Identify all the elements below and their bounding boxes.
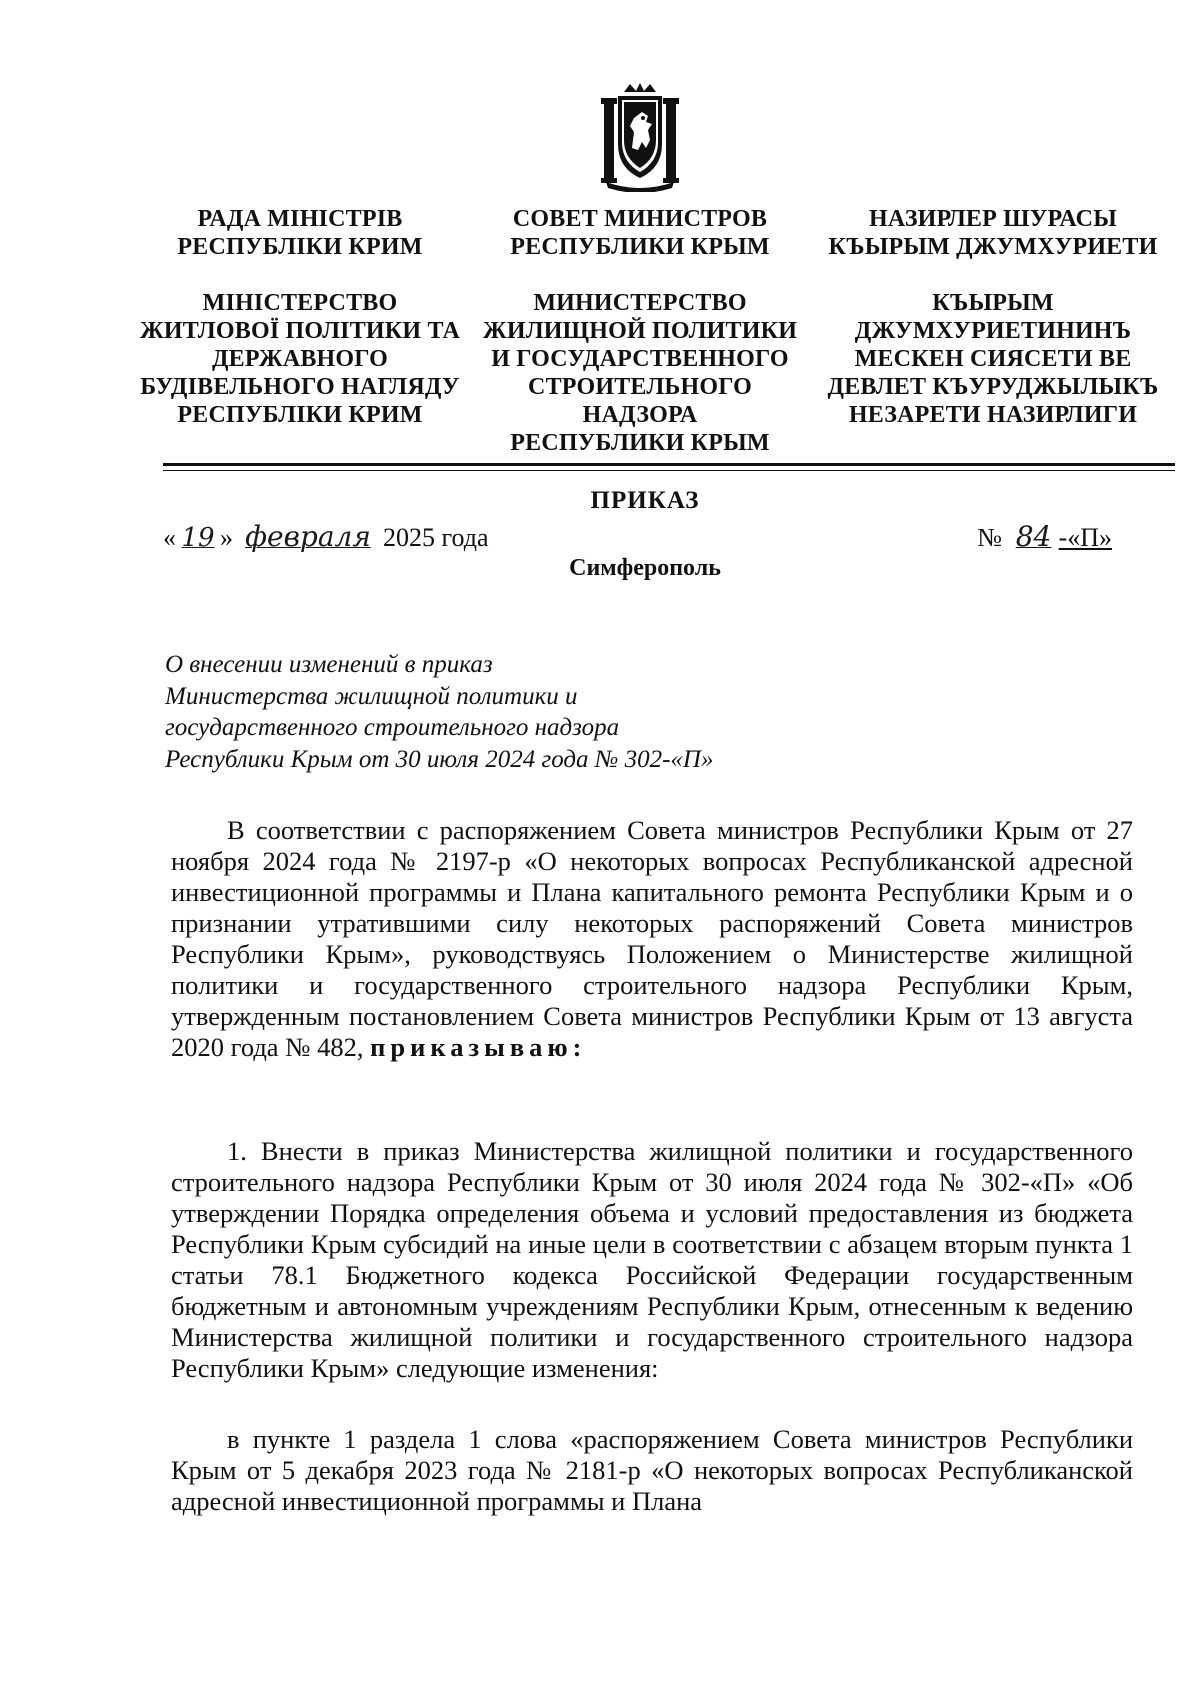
header-russian-column bbox=[470, 205, 810, 457]
header-divider-thick bbox=[163, 463, 1175, 466]
document-subject: О внесении изменений в приказ Министерства жилищной политики и государственного строительного надзора Республики Крым от 30 июля 2024 года № 302-«П» bbox=[165, 651, 714, 773]
document-type-title: ПРИКАЗ bbox=[590, 487, 700, 514]
header-ukrainian-column bbox=[130, 205, 470, 429]
handwritten-number: 84 bbox=[1015, 520, 1052, 553]
ministry-name-ct: КЪЫРЫМ ДЖУМХУРИЕТИНИНЪ МЕСКЕН СИЯСЕТИ ВЕ ДЕВЛЕТ КЪУРУДЖЫЛЫКЪ НЕЗАРЕТИ НАЗИРЛИГИ bbox=[827, 290, 1159, 428]
council-name-uk: РАДА МІНІСТРІВ РЕСПУБЛІКИ КРИМ bbox=[177, 206, 423, 260]
document-city: Симферополь bbox=[569, 555, 721, 581]
handwritten-day: 19 bbox=[181, 523, 215, 553]
preamble-paragraph: В соответствии с распоряжением Совета министров Республики Крым от 27 ноября 2024 года № 2197-р «О некоторых вопросах Республиканской адресной инвестиционной программы и Плана капитального ремонта Республики Крым и о признании утратившими силу некоторых распоряжений Совета министров Республики Крым», руководствуясь Положением о Министерстве жилищной политики и государственного строительного надзора Республики Крым, утвержденным постановлением Совета министров Республики Крым от 13 августа 2020 года № 482, приказываю: bbox=[171, 815, 1133, 1062]
header-crimean-tatar-column bbox=[818, 205, 1168, 429]
ministry-name-ru: МИНИСТЕРСТВО ЖИЛИЩНОЙ ПОЛИТИКИ И ГОСУДАРСТВЕННОГО СТРОИТЕЛЬНОГО НАДЗОРА РЕСПУБЛИКИ КРЫМ bbox=[482, 290, 798, 456]
header-divider-thin bbox=[163, 470, 1175, 471]
amendment-paragraph: в пункте 1 раздела 1 слова «распоряжением Совета министров Республики Крым от 5 декабря 2023 года № 2181-р «О некоторых вопросах Республиканской адресной инвестиционной программы и Плана bbox=[171, 1424, 1133, 1516]
order-word: приказываю: bbox=[370, 1032, 587, 1062]
document-date: « 19 » февраля 2025 года bbox=[163, 520, 489, 553]
order-item-1-paragraph: 1. Внести в приказ Министерства жилищной политики и государственного строительного надзора Республики Крым от 30 июля 2024 года № 302-«П» «Об утверждении Порядка определения объема и условий предоставления из бюджета Республики Крым субсидий на иные цели в соответствии с абзацем вторым пункта 1 статьи 78.1 Бюджетного кодекса Российской Федерации государственным бюджетным и автономным учреждениям Республики Крым, отнесенным к ведению Министерства жилищной политики и государственного строительного надзора Республики Крым» следующие изменения: bbox=[171, 1136, 1133, 1383]
council-name-ct: НАЗИРЛЕР ШУРАСЫ КЪЫРЫМ ДЖУМХУРИЕТИ bbox=[828, 206, 1158, 260]
handwritten-month: февраля bbox=[245, 520, 371, 553]
ministry-name-uk: МІНІСТЕРСТВО ЖИТЛОВОЇ ПОЛІТИКИ ТА ДЕРЖАВНОГО БУДІВЕЛЬНОГО НАГЛЯДУ РЕСПУБЛІКИ КРИМ bbox=[139, 290, 461, 428]
document-number: № 84 -«П» bbox=[977, 520, 1112, 553]
coat-of-arms-emblem bbox=[596, 82, 684, 192]
council-name-ru: СОВЕТ МИНИСТРОВ РЕСПУБЛИКИ КРЫМ bbox=[510, 206, 770, 260]
